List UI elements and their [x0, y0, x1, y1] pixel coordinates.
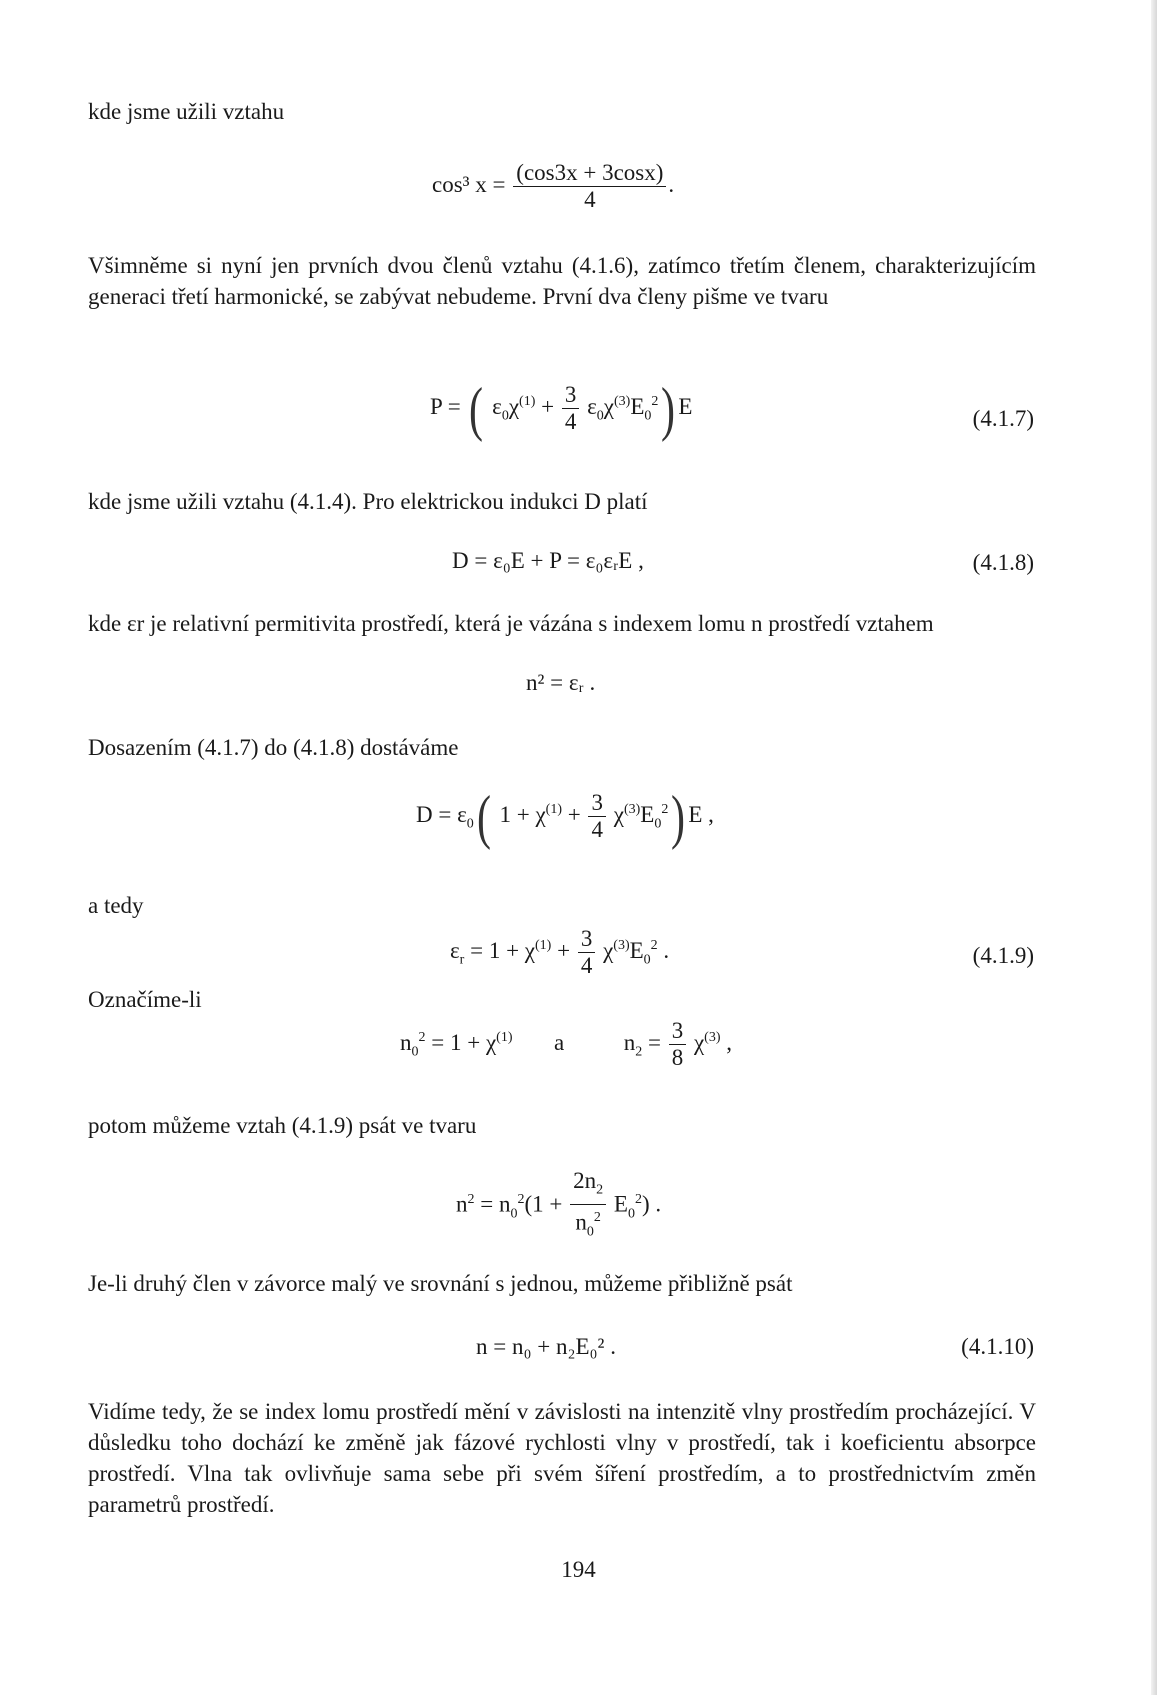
eq-cos-denominator: 4 [513, 186, 666, 213]
page-edge [1151, 0, 1157, 1695]
equation-number-4-1-7: (4.1.7) [972, 406, 1034, 431]
left-paren-icon: ( [469, 375, 484, 442]
paragraph-5: Dosazením (4.1.7) do (4.1.8) dostáváme [88, 735, 459, 760]
equation-number-4-1-9: (4.1.9) [972, 943, 1034, 968]
equation-4-1-9: $\varepsilon_r = 1 + \chi^{(1)}$ + $\frac{3}{4}$ $\chi^{(3)}E_0^2$ . [450, 926, 670, 978]
fraction-3-4: $\frac{3}{4}$ [578, 926, 596, 979]
fraction-3-4: $\frac{3}{4}$ [588, 790, 606, 843]
fraction-3-4: $\frac{3}{4}$ [562, 382, 580, 435]
paragraph-2: Všimněme si nyní jen prvních dvou členů vztahu (4.1.6), zatímco třetím členem, charakterizujícím generaci třetí harmonické, se zabývat nebudeme. První dva členy pišme ve tvaru [88, 253, 1036, 309]
equation-number-4-1-10: (4.1.10) [961, 1334, 1034, 1359]
right-paren-icon: ) [671, 783, 686, 850]
equation-n-squared: n² = εᵣ . [526, 670, 596, 695]
paragraph-1: kde jsme užili vztahu [88, 99, 285, 124]
paragraph-6: a tedy [88, 893, 144, 918]
equation-4-1-8: D = ε₀E + P = ε₀εᵣE , [452, 548, 644, 573]
equation-cos-cubed [432, 160, 674, 213]
eq-cos-fraction [513, 160, 666, 213]
eq-cos-numerator: (cos3x + 3cosx) [516, 160, 664, 185]
paragraph-4: kde εr je relativní permitivita prostředí, která je vázána s indexem lomu n prostředí vztahem [88, 611, 934, 636]
page-number: 194 [561, 1557, 596, 1582]
paragraph-8: potom můžeme vztah (4.1.9) psát ve tvaru [88, 1113, 477, 1138]
equation-d-substituted: $D = \varepsilon_0$( $1 + \chi^{(1)}$ + $\frac{3}{4}$ $\chi^{(3)}E_0^2$) E , [416, 783, 714, 850]
eq-connector-a: a [553, 1029, 565, 1055]
equation-4-1-7: P = ( $\varepsilon_0\chi^{(1)}$ + $\frac{3}{4}$ $\varepsilon_0\chi^{(3)}E_0^2$) E [430, 375, 693, 442]
eq-cos-lhs: cos³ x = [432, 171, 506, 197]
left-paren-icon: ( [476, 783, 491, 850]
fraction-2n2-n0sq: $\frac{2n_2}{n_0^2}$ [570, 1168, 606, 1245]
fraction-3-8: $\frac{3}{8}$ [669, 1018, 687, 1071]
right-paren-icon: ) [661, 375, 676, 442]
equation-n0-n2-definitions: $n_0^2 = 1 + \chi^{(1)}$ a $n_2$ = $\frac{3}{8}$ $\chi^{(3)}$ , [400, 1018, 732, 1070]
paragraph-10: Vidíme tedy, že se index lomu prostředí mění v závislosti na intenzitě vlny prostředím procházející. V důsledku toho dochází ke změně jak fázové rychlosti vlny v prostředí, tak i koeficientu absorpce prostředí. Vlna tak ovlivňuje sama sebe při svém šíření prostředím, a to prostřednictvím změn parametrů prostředí. [88, 1399, 1036, 1517]
paragraph-9: Je-li druhý člen v závorce malý ve srovnání s jednou, můžeme přibližně psát [88, 1271, 793, 1296]
equation-n-squared-expanded: $n^2 = n_0^2(1$ + $\frac{2n_2}{n_0^2}$ $E_0^2$) . [456, 1168, 661, 1245]
equation-4-1-10: n = n₀ + n₂E₀² . [476, 1334, 616, 1359]
paragraph-7: Označíme-li [88, 987, 202, 1012]
eq-cos-tail: . [668, 171, 675, 197]
paragraph-3: kde jsme užili vztahu (4.1.4). Pro elektrickou indukci D platí [88, 489, 648, 514]
equation-number-4-1-8: (4.1.8) [972, 550, 1034, 575]
